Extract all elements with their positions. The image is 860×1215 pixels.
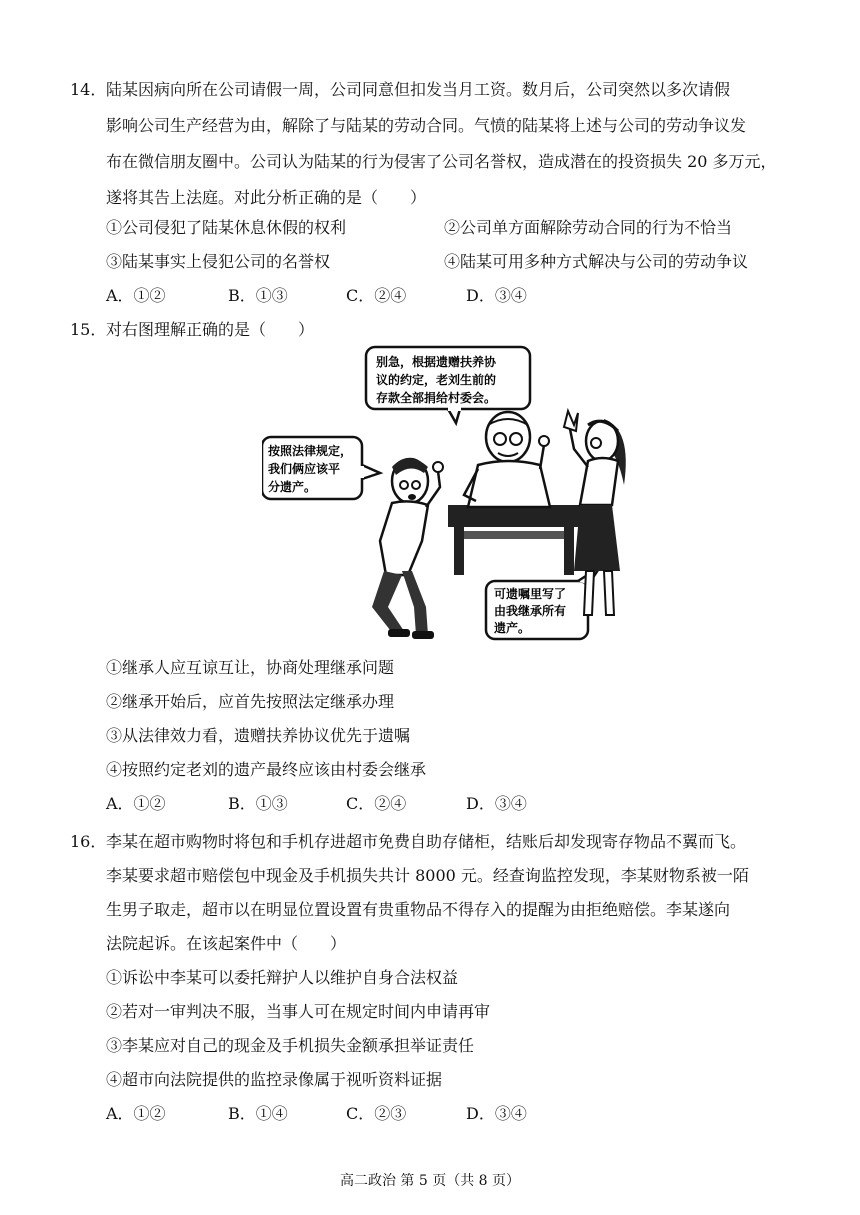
answer-choice-d[interactable]: D．③④	[466, 286, 527, 305]
question-number: 14．	[70, 80, 107, 99]
bubble-text-line: 我们俩应该平	[268, 462, 341, 476]
answer-choice-b[interactable]: B．①③	[228, 794, 288, 813]
statement-item: ④超市向法院提供的监控录像属于视听资料证据	[106, 1070, 443, 1089]
answer-choice-d[interactable]: D．③④	[466, 1104, 527, 1123]
statement-item: ②继承开始后，应首先按照法定继承办理	[106, 692, 395, 711]
answer-choice-b[interactable]: B．①④	[228, 1104, 288, 1123]
bubble-text-line: 别急，根据遗赠扶养协	[376, 355, 497, 369]
answer-choice-c[interactable]: C．②③	[346, 1104, 407, 1123]
bubble-text-line: 可遗嘱里写了	[494, 587, 567, 601]
statement-item: ④按照约定老刘的遗产最终应该由村委会继承	[106, 760, 427, 779]
bubble-text-line: 分遗产。	[268, 480, 317, 494]
table-illustration	[448, 505, 580, 575]
bubble-text-line: 遗产。	[494, 621, 531, 635]
statement-item: ②若对一审判决不服，当事人可在规定时间内申请再审	[106, 1002, 491, 1021]
speech-bubble-right	[486, 567, 600, 639]
question-text-line: 法院起诉。在该起案件中（ ）	[106, 934, 347, 953]
question-text-line: 遂将其告上法庭。对此分析正确的是（ ）	[106, 188, 427, 207]
statement-item: ①公司侵犯了陆某休息休假的权利	[106, 218, 347, 237]
statement-item: ①诉讼中李某可以委托辩护人以维护自身合法权益	[106, 968, 459, 987]
bubble-text-line: 由我继承所有	[494, 604, 567, 618]
statement-item: ③从法律效力看，遗赠扶养协议优先于遗嘱	[106, 726, 411, 745]
statement-item: ④陆某可用多种方式解决与公司的劳动争议	[444, 252, 749, 271]
statement-item: ③李某应对自己的现金及手机损失金额承担举证责任	[106, 1036, 475, 1055]
question-text-line: 生男子取走，超市以在明显位置设置有贵重物品不得存入的提醒为由拒绝赔偿。李某遂向	[106, 900, 731, 919]
question-text-line: 陆某因病向所在公司请假一周，公司同意但扣发当月工资。数月后，公司突然以多次请假	[106, 80, 731, 99]
inheritance-cartoon	[262, 345, 634, 641]
question-text-line: 李某要求超市赔偿包中现金及手机损失共计 8000 元。经查询监控发现，李某财物系被一陌	[106, 866, 749, 885]
answer-choice-c[interactable]: C．②④	[346, 286, 407, 305]
answer-choice-a[interactable]: A．①②	[106, 1104, 166, 1123]
statement-item: ③陆某事实上侵犯公司的名誉权	[106, 252, 331, 271]
old-man-figure	[464, 412, 550, 507]
answer-choice-a[interactable]: A．①②	[106, 794, 166, 813]
young-man-figure	[372, 458, 443, 639]
question-text-line: 对右图理解正确的是（ ）	[106, 320, 315, 339]
page-footer: 高二政治 第 5 页（共 8 页）	[339, 1173, 521, 1189]
question-text-line: 布在微信朋友圈中。公司认为陆某的行为侵害了公司名誉权，造成潜在的投资损失 20 多万元，	[106, 152, 777, 171]
answer-choice-d[interactable]: D．③④	[466, 794, 527, 813]
statement-item: ①继承人应互谅互让，协商处理继承问题	[106, 658, 395, 677]
answer-choice-a[interactable]: A．①②	[106, 286, 166, 305]
question-text-line: 李某在超市购物时将包和手机存进超市免费自助存储柜，结账后却发现寄存物品不翼而飞。	[106, 832, 747, 851]
answer-choice-b[interactable]: B．①③	[228, 286, 288, 305]
speech-bubble-left	[262, 437, 380, 499]
question-number: 15．	[70, 320, 107, 339]
bubble-text-line: 按照法律规定，	[268, 444, 353, 458]
question-number: 16．	[70, 832, 107, 851]
statement-item: ②公司单方面解除劳动合同的行为不恰当	[444, 218, 733, 237]
bubble-text-line: 议的约定，老刘生前的	[376, 373, 497, 387]
bubble-text-line: 存款全部捐给村委会。	[376, 391, 497, 405]
question-text-line: 影响公司生产经营为由，解除了与陆某的劳动合同。气愤的陆某将上述与公司的劳动争议发	[106, 116, 747, 135]
answer-choice-c[interactable]: C．②④	[346, 794, 407, 813]
